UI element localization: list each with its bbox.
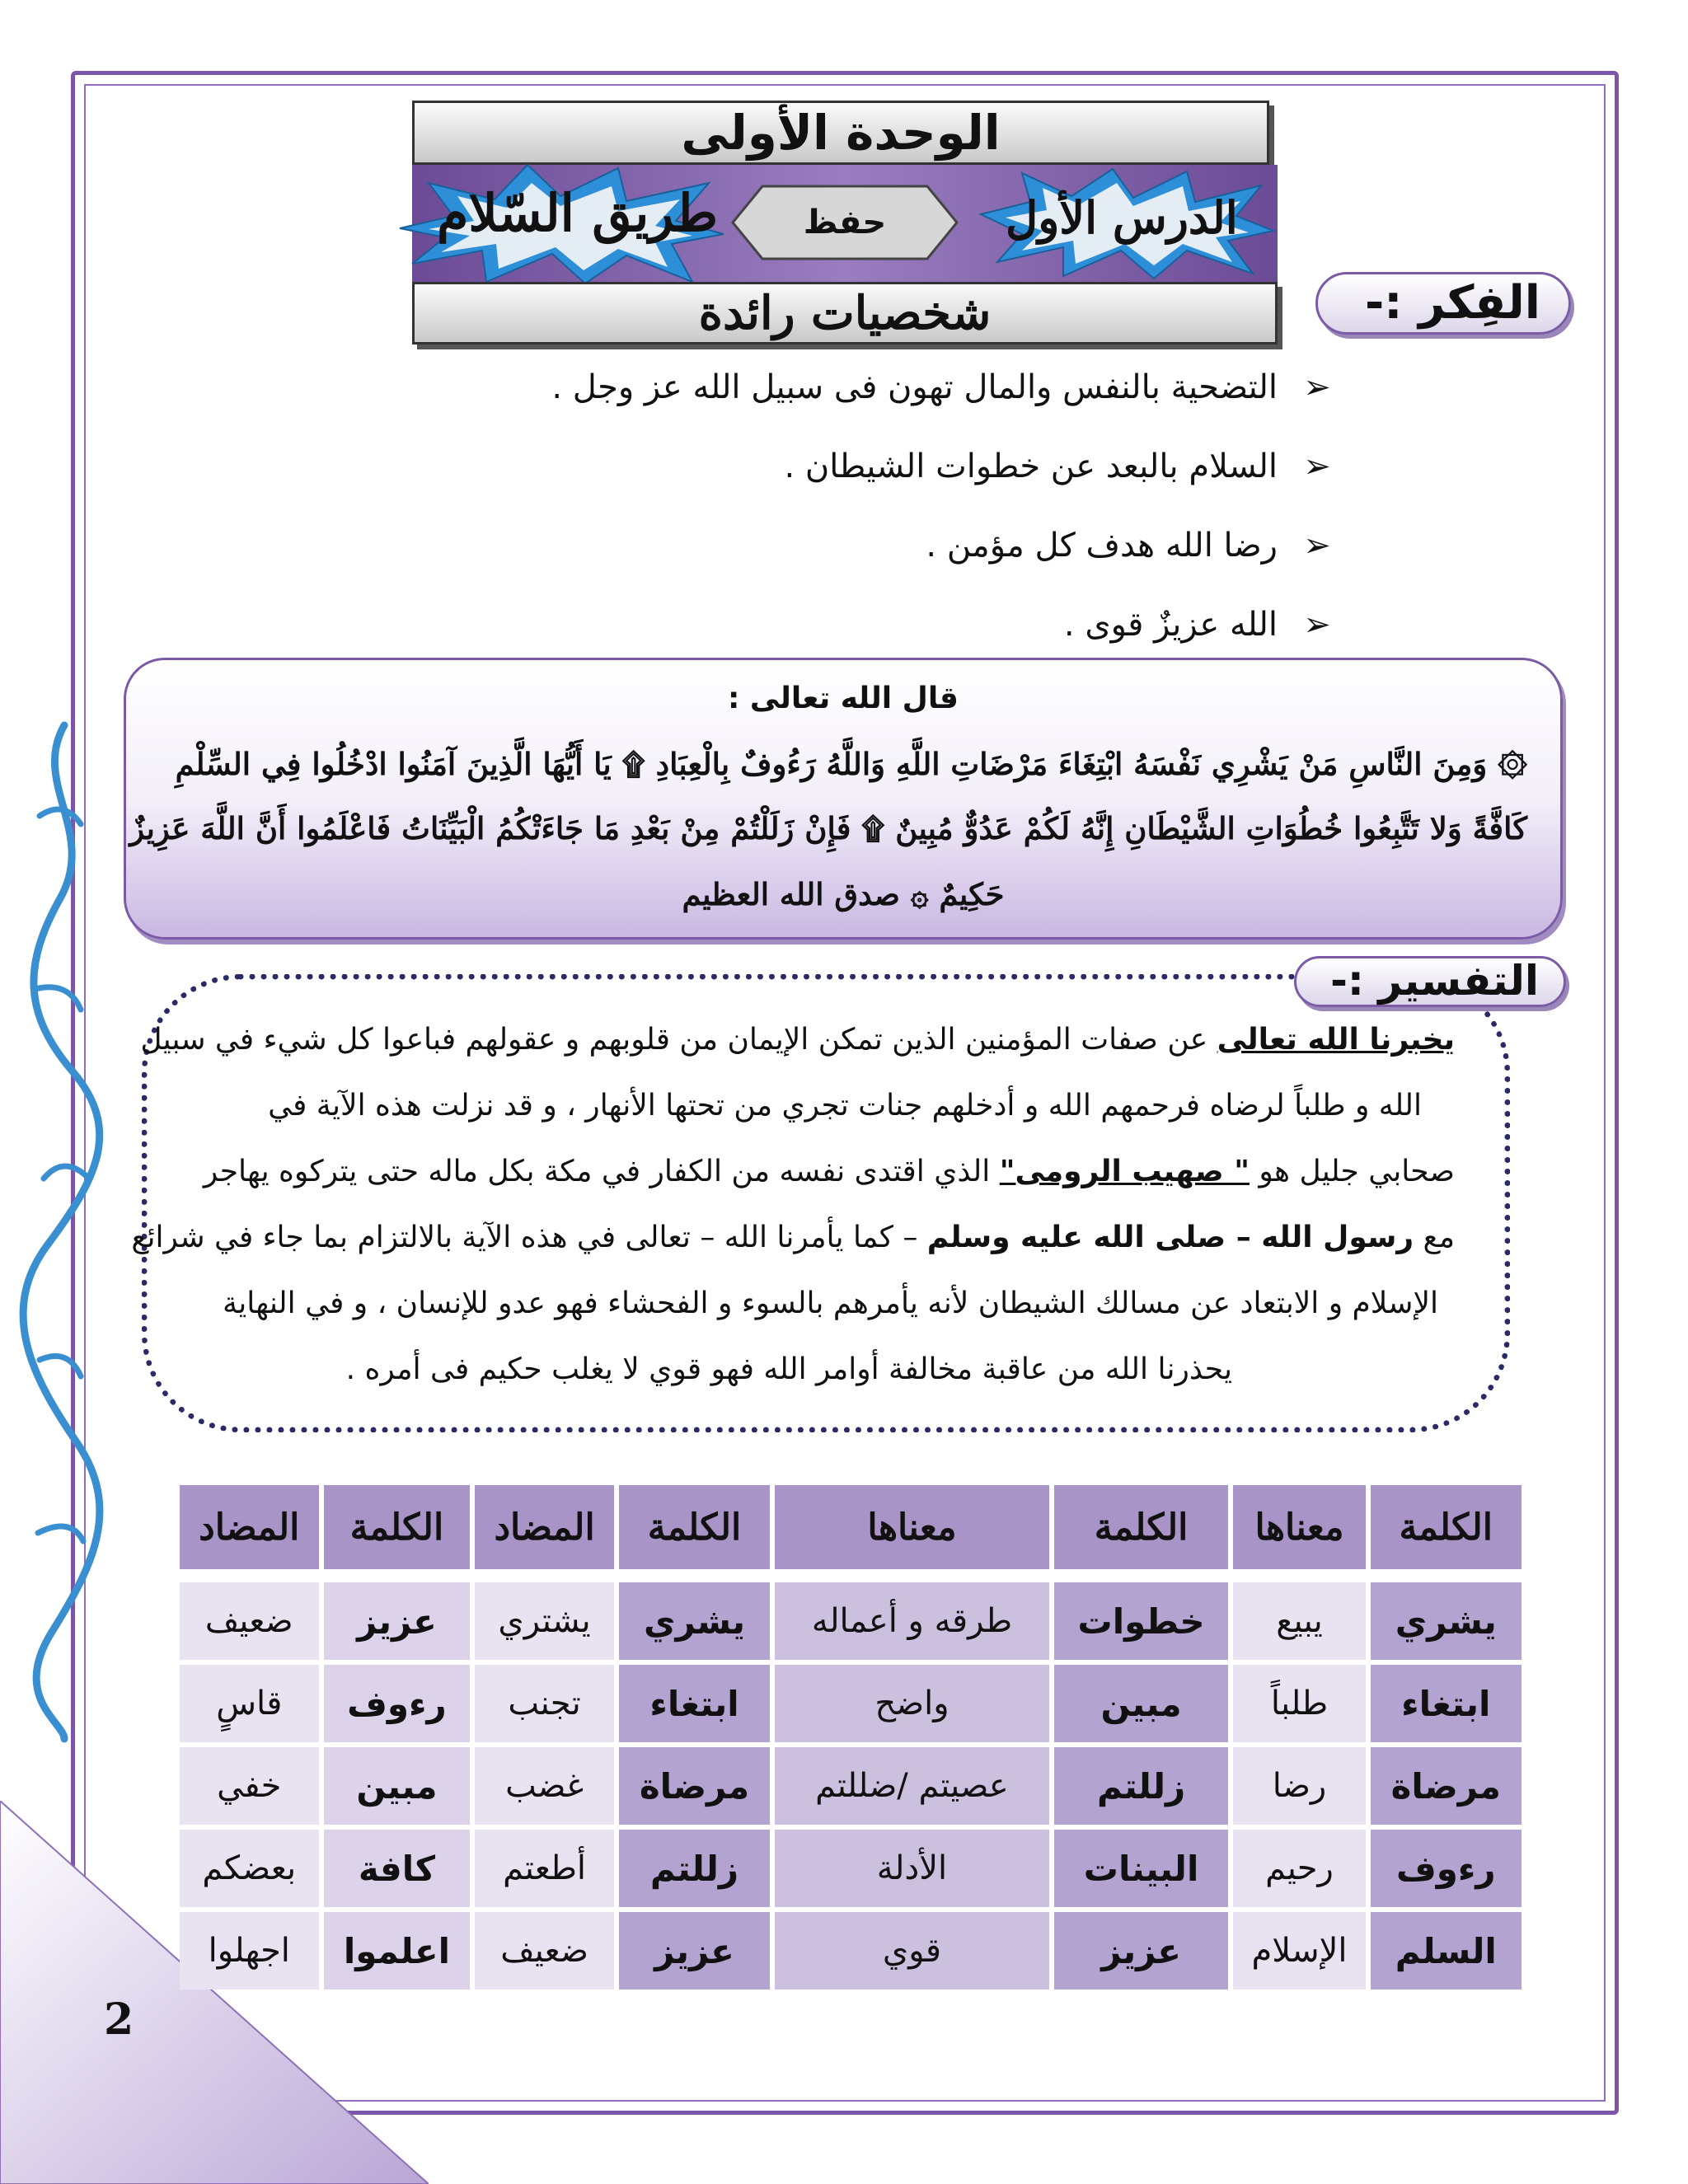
lesson-name: طريق السّلام [437, 183, 718, 243]
opposite-cell: تجنب [475, 1665, 613, 1742]
column-header: الكلمة [619, 1485, 770, 1569]
tafsir-line: يحذرنا الله من عاقبة مخالفة أوامر الله فهو قوي لا يغلب حكيم فى أمره . [345, 1352, 1232, 1386]
tafsir-emphasis: " صهيب الرومى" [999, 1155, 1250, 1188]
page-number: 2 [104, 1994, 134, 2045]
column-header: المضاد [475, 1485, 613, 1569]
word-cell: مبين [324, 1747, 471, 1825]
arrow-bullet-icon: ➢ [1303, 368, 1331, 406]
arrow-bullet-icon: ➢ [1303, 606, 1331, 644]
tafsir-text: – كما يأمرنا الله – تعالى في هذه الآية بالالتزام بما جاء في شرائع [131, 1221, 927, 1254]
tafsir-text: عن صفات المؤمنين الذين تمكن الإيمان من قلوبهم و عقولهم فباعوا كل شيء في سبيل [140, 1023, 1217, 1057]
memorize-label: حفظ [803, 204, 887, 241]
meaning-cell: قوي [775, 1912, 1048, 1990]
word-cell: زللتم [1054, 1747, 1229, 1825]
opposite-cell: يشتري [475, 1582, 613, 1660]
tafsir-heading: التفسير :- [1294, 956, 1566, 1007]
tafsir-line: الإسلام و الابتعاد عن مسالك الشيطان لأنه يأمرهم بالسوء و الفحشاء فهو عدو للإنسان ، و في النهاية [222, 1286, 1438, 1320]
tafsir-emphasis: يخبرنا الله تعالى [1217, 1023, 1455, 1057]
opposite-cell: اجهلوا [180, 1912, 319, 1990]
tafsir-text: الذي اقتدى نفسه من الكفار في مكة بكل ماله حتى يتركوه يهاجر [203, 1155, 1000, 1188]
tafsir-text: صحابي جليل هو [1249, 1155, 1455, 1188]
lesson-topic: شخصيات رائدة [412, 282, 1278, 344]
tafsir-emphasis: رسول الله – صلى الله عليه وسلم [926, 1221, 1414, 1254]
arrow-bullet-icon: ➢ [1303, 527, 1331, 565]
word-cell: ابتغاء [619, 1665, 770, 1742]
word-cell: عزيز [619, 1912, 770, 1990]
vocabulary-table [175, 1480, 1526, 1994]
table-row [180, 1830, 1522, 1907]
word-cell: مبين [1054, 1665, 1229, 1742]
verse-line: ۞ وَمِنَ النَّاسِ مَنْ يَشْرِي نَفْسَهُ ابْتِغَاءَ مَرْضَاتِ اللَّهِ وَاللَّهُ رَءُوفٌ بِالْعِبَادِ ۩ يَا أَيُّهَا الَّذِينَ آمَنُوا ادْخُلُوا فِي السِّلْمِ [175, 746, 1527, 782]
ideas-heading: الفِكر :- [1315, 272, 1571, 335]
verse-intro: قال الله تعالى : [727, 682, 959, 715]
column-header: معناها [1233, 1485, 1365, 1569]
word-cell: رءوف [324, 1665, 471, 1742]
meaning-cell: يبيع [1233, 1582, 1365, 1660]
table-row [180, 1665, 1522, 1742]
idea-text: التضحية بالنفس والمال تهون فى سبيل الله عز وجل . [551, 368, 1278, 406]
word-cell: البينات [1054, 1830, 1229, 1907]
quran-verse-box [124, 658, 1563, 940]
word-cell: السلم [1371, 1912, 1522, 1990]
side-calligraphy-decoration [15, 717, 106, 1747]
idea-item [427, 442, 1334, 521]
opposite-cell: خفي [180, 1747, 319, 1825]
word-cell: رءوف [1371, 1830, 1522, 1907]
idea-text: السلام بالبعد عن خطوات الشيطان . [784, 448, 1278, 485]
table-row [180, 1747, 1522, 1825]
meaning-cell: رضا [1233, 1747, 1365, 1825]
table-row [180, 1912, 1522, 1990]
idea-text: رضا الله هدف كل مؤمن . [926, 527, 1278, 565]
word-cell: يشري [619, 1582, 770, 1660]
word-cell: يشري [1371, 1582, 1522, 1660]
opposite-cell: أطعتم [475, 1830, 613, 1907]
tafsir-line [140, 1023, 1455, 1057]
tafsir-text: مع [1414, 1221, 1455, 1254]
column-header: المضاد [180, 1485, 319, 1569]
meaning-cell: عصيتم /ضللتم [775, 1747, 1048, 1825]
verse-line: كَافَّةً وَلا تَتَّبِعُوا خُطُوَاتِ الشَّيْطَانِ إِنَّهُ لَكُمْ عَدُوٌّ مُبِينٌ ۩ فَإِنْ زَلَلْتُمْ مِنْ بَعْدِ مَا جَاءَتْكُمُ الْبَيِّنَاتُ فَاعْلَمُوا أَنَّ اللَّهَ عَزِيزٌ [129, 810, 1527, 846]
opposite-cell: بعضكم [180, 1830, 319, 1907]
column-header: الكلمة [1054, 1485, 1229, 1569]
tafsir-box [131, 974, 1510, 1432]
meaning-cell: الإسلام [1233, 1912, 1365, 1990]
meaning-cell: طرقه و أعماله [775, 1582, 1048, 1660]
word-cell: كافة [324, 1830, 471, 1907]
meaning-cell: الأدلة [775, 1830, 1048, 1907]
meaning-cell: طلباً [1233, 1665, 1365, 1742]
lesson-label: الدرس الأول [1006, 191, 1238, 244]
opposite-cell: قاسٍ [180, 1665, 319, 1742]
unit-title: الوحدة الأولى [412, 101, 1269, 165]
verse-line: حَكِيمٌ ۞ صدق الله العظيم [682, 876, 1005, 912]
idea-item [427, 521, 1334, 600]
column-header: الكلمة [1371, 1485, 1522, 1569]
word-cell: زللتم [619, 1830, 770, 1907]
opposite-cell: ضعيف [475, 1912, 613, 1990]
table-row [180, 1582, 1522, 1660]
lesson-banner [412, 101, 1278, 344]
tafsir-line [204, 1155, 1455, 1188]
word-cell: مرضاة [619, 1747, 770, 1825]
table-header-row [180, 1485, 1522, 1569]
word-cell: مرضاة [1371, 1747, 1522, 1825]
word-cell: ابتغاء [1371, 1665, 1522, 1742]
idea-item [427, 363, 1334, 442]
column-header: معناها [775, 1485, 1048, 1569]
tafsir-line: الله و طلباً لرضاه فرحمهم الله و أدخلهم جنات تجري من تحتها الأنهار ، و قد نزلت هذه الآية في [268, 1089, 1422, 1122]
word-cell: عزيز [1054, 1912, 1229, 1990]
ideas-list [427, 363, 1334, 679]
idea-text: الله عزيزٌ قوى . [1063, 606, 1278, 644]
word-cell: عزيز [324, 1582, 471, 1660]
opposite-cell: غضب [475, 1747, 613, 1825]
opposite-cell: ضعيف [180, 1582, 319, 1660]
arrow-bullet-icon: ➢ [1303, 448, 1331, 485]
word-cell: اعلموا [324, 1912, 471, 1990]
meaning-cell: رحيم [1233, 1830, 1365, 1907]
column-header: الكلمة [324, 1485, 471, 1569]
tafsir-line [131, 1221, 1455, 1254]
meaning-cell: واضح [775, 1665, 1048, 1742]
word-cell: خطوات [1054, 1582, 1229, 1660]
